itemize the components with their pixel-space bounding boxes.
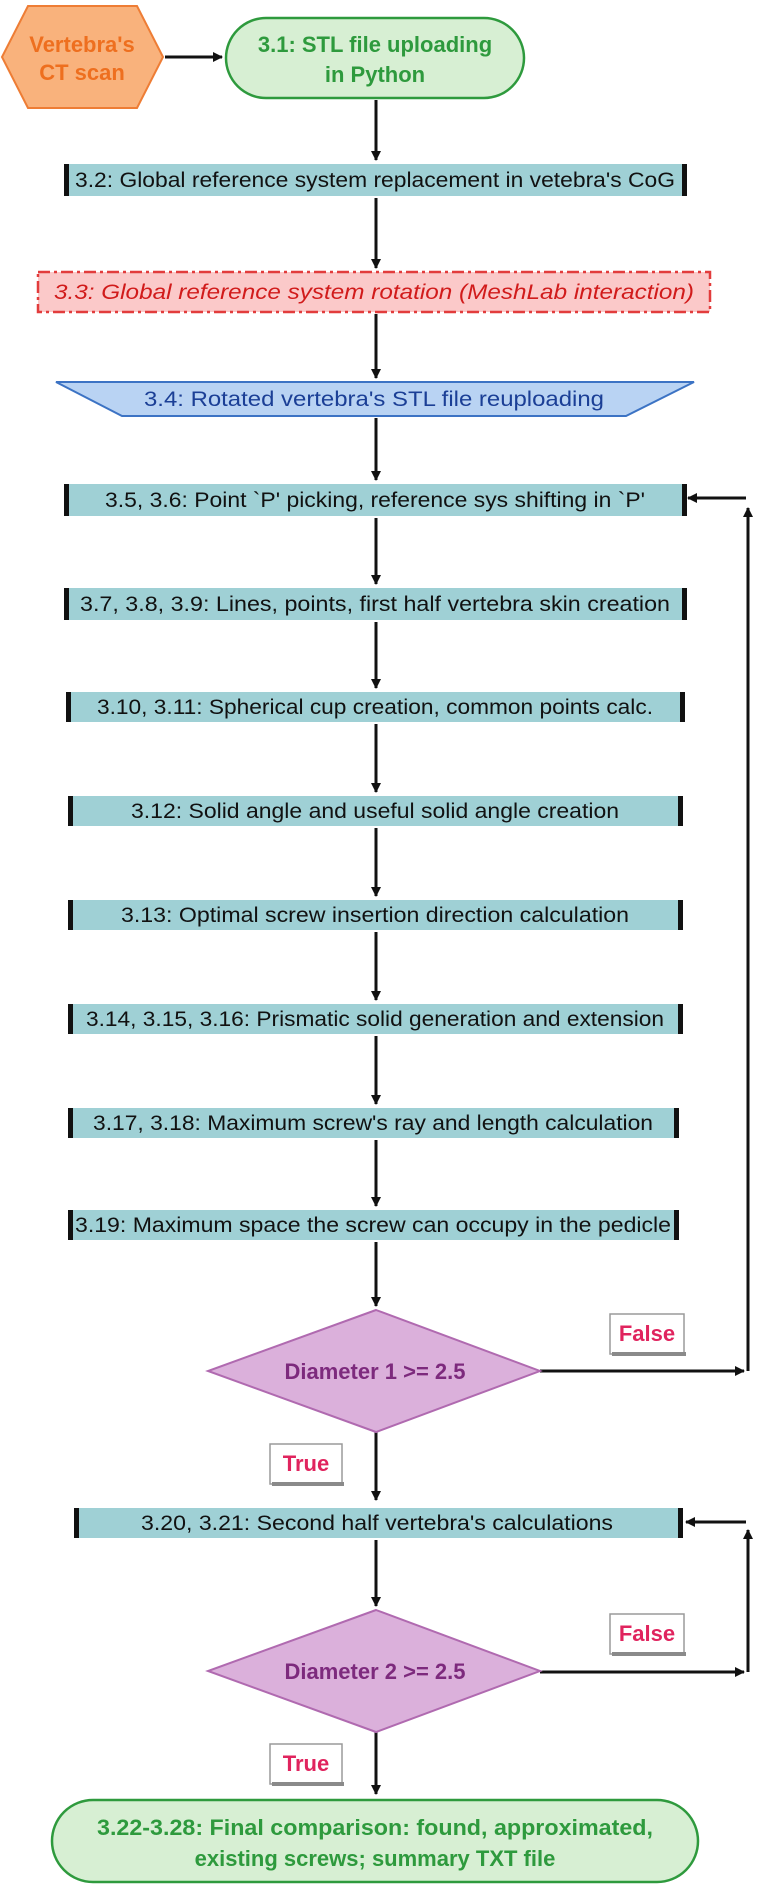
true-label-2-shadow [272,1782,344,1786]
true-label-1 [270,1444,344,1486]
step-3-19-node [68,1210,679,1240]
step-3-20-node [74,1508,683,1538]
step-3-20-bar-right [678,1508,683,1538]
ct-scan-label-2: CT scan [39,60,125,85]
false-label-2-text: False [618,1621,676,1646]
step-3-13-node [68,900,683,930]
step-3-3-node [38,272,710,312]
true-label-2-text: True [282,1751,330,1776]
step-3-17-node [68,1108,679,1138]
true-label-1-text: True [282,1451,330,1476]
step-3-14-label: 3.14, 3.15, 3.16: Prismatic solid generation and extension [86,1008,664,1031]
step-3-7-node [64,588,687,620]
step-3-7-label: 3.7, 3.8, 3.9: Lines, points, first half vertebra skin creation [80,593,670,616]
step-3-12-label: 3.12: Solid angle and useful solid angle creation [131,800,619,823]
step-3-13-label: 3.13: Optimal screw insertion direction calculation [121,904,629,927]
step-3-19-label: 3.19: Maximum space the screw can occupy in the pedicle [75,1214,671,1237]
step-3-4-node [56,382,694,416]
true-label-1-shadow [272,1482,344,1486]
step-3-7-bar-right [682,588,687,620]
step-3-13-bar-right [678,900,683,930]
step-3-19-bar-right [674,1210,679,1240]
ct-scan-node [2,6,163,108]
step-3-12-bar-right [678,796,683,826]
decision-1-label: Diameter 1 >= 2.5 [284,1359,466,1384]
step-3-17-bar-left [68,1108,73,1138]
false-label-1 [610,1314,686,1356]
step-3-17-bar-right [674,1108,679,1138]
step-3-2-bar-right [682,164,687,196]
step-3-5-node [64,484,687,516]
step-3-14-bar-right [678,1004,683,1034]
decision-2-label: Diameter 2 >= 2.5 [284,1659,466,1684]
step-3-7-bar-left [64,588,69,620]
final-node [52,1800,698,1882]
step-3-1-node [226,18,524,98]
true-label-2 [270,1744,344,1786]
step-3-1-label-1: 3.1: STL file uploading [257,32,493,57]
decision-2-node [208,1610,540,1732]
step-3-13-bar-left [68,900,73,930]
step-3-5-bar-right [682,484,687,516]
ct-scan-hexagon [2,6,163,108]
step-3-14-node [68,1004,683,1034]
step-3-10-bar-right [680,692,685,722]
step-3-12-node [68,796,683,826]
step-3-2-bar-left [64,164,69,196]
step-3-3-label: 3.3: Global reference system rotation (MeshLab interaction) [54,281,694,304]
step-3-14-bar-left [68,1004,73,1034]
step-3-5-bar-left [64,484,69,516]
false-label-2-shadow [612,1652,686,1656]
step-3-10-bar-left [66,692,71,722]
step-3-2-label: 3.2: Global reference system replacement in vetebra's CoG [75,169,675,192]
step-3-10-node [66,692,685,722]
step-3-20-bar-left [74,1508,79,1538]
step-3-2-node [64,164,687,196]
step-3-10-label: 3.10, 3.11: Spherical cup creation, common points calc. [97,696,653,719]
step-3-1-label-2: in Python [324,62,426,87]
final-label-2: existing screws; summary TXT file [194,1846,556,1871]
false-label-1-text: False [618,1321,676,1346]
false-label-1-shadow [612,1352,686,1356]
false-label-2 [610,1614,686,1656]
step-3-20-label: 3.20, 3.21: Second half vertebra's calculations [141,1512,613,1535]
ct-scan-label-1: Vertebra's [29,32,135,57]
step-3-4-label: 3.4: Rotated vertebra's STL file reuploading [144,388,604,411]
step-3-17-label: 3.17, 3.18: Maximum screw's ray and length calculation [93,1112,653,1135]
step-3-5-label: 3.5, 3.6: Point `P' picking, reference sys shifting in `P' [105,489,645,512]
step-3-19-bar-left [68,1210,73,1240]
decision-1-node [208,1310,540,1432]
step-3-12-bar-left [68,796,73,826]
final-label-1: 3.22-3.28: Final comparison: found, approximated, [97,1815,653,1840]
